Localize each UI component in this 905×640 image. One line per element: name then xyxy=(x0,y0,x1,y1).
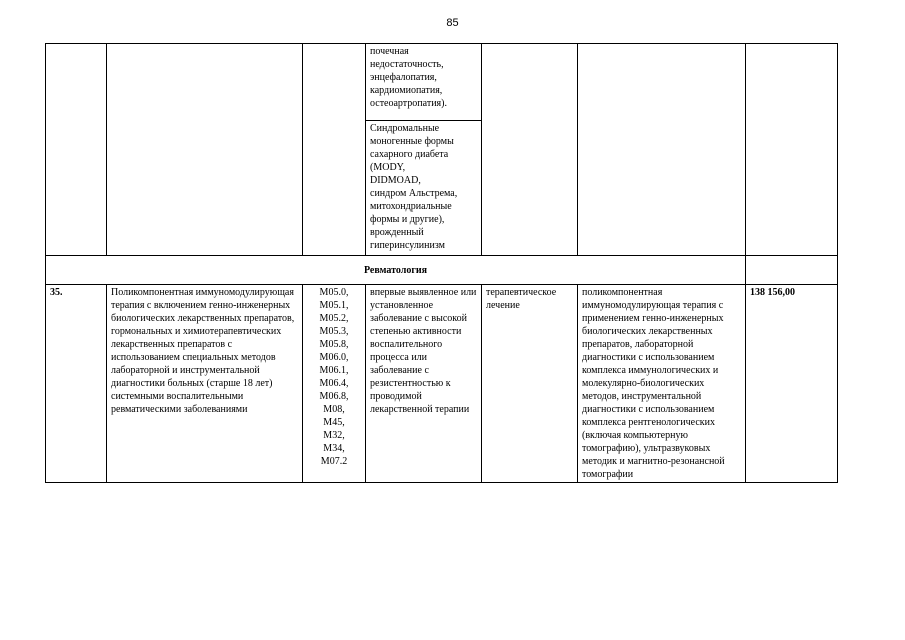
cell-icd-empty xyxy=(303,44,366,256)
row-name: Поликомпонентная иммуномодулирующая терапия с включением генно-инженерных биологических лекарственных препаратов, гормональных и химиотерапевтических лекарственных препаратов с использованием специальных методов лабораторной и инструментальной диагностики больных (старше 18 лет) системными воспалительными ревматическими заболеваниями xyxy=(107,285,303,483)
cell-treatment-type-empty xyxy=(482,44,578,256)
section-title: Ревматология xyxy=(46,256,746,285)
page-number: 85 xyxy=(446,17,459,29)
cell-disease-syndromal: Синдромальные моногенные формы сахарного диабета (MODY, DIDMOAD, синдром Альстрема, митохондриальные формы и другие), врожденный гиперинсулинизм xyxy=(366,121,482,256)
row-treatment-type: терапевтическое лечение xyxy=(482,285,578,483)
section-header-row xyxy=(46,256,838,285)
continuation-row-1 xyxy=(46,44,838,121)
cell-treatment-method-empty xyxy=(578,44,746,256)
procedures-table xyxy=(45,43,838,483)
cell-cost-empty xyxy=(746,44,838,256)
cell-disease-continuation: почечная недостаточность, энцефалопатия, кардиомиопатия, остеоартропатия). xyxy=(366,44,482,121)
cell-number-empty xyxy=(46,44,107,256)
row-treatment-method: поликомпонентная иммуномодулирующая терапия с применением генно-инженерных биологических лекарственных препаратов, лабораторной диагностики с использованием комплекса иммунологических и молекулярно-биологических методов, инструментальной диагностики с использованием комплекса рентгенологических (включая компьютерную томографию), ультразвуковых методик и магнитно-резонансной томографии xyxy=(578,285,746,483)
row-patient-model: впервые выявленное или установленное заболевание с высокой степенью активности воспалительного процесса или заболевание с резистентностью к проводимой лекарственной терапии xyxy=(366,285,482,483)
row-icd-codes: M05.0, M05.1, M05.2, M05.3, M05.8, M06.0, M06.1, M06.4, M06.8, M08, M45, M32, M34, M07.2 xyxy=(303,285,366,483)
cell-name-empty xyxy=(107,44,303,256)
section-cost-empty xyxy=(746,256,838,285)
row-cost: 138 156,00 xyxy=(746,285,838,483)
row-number: 35. xyxy=(46,285,107,483)
table-row xyxy=(46,285,838,483)
